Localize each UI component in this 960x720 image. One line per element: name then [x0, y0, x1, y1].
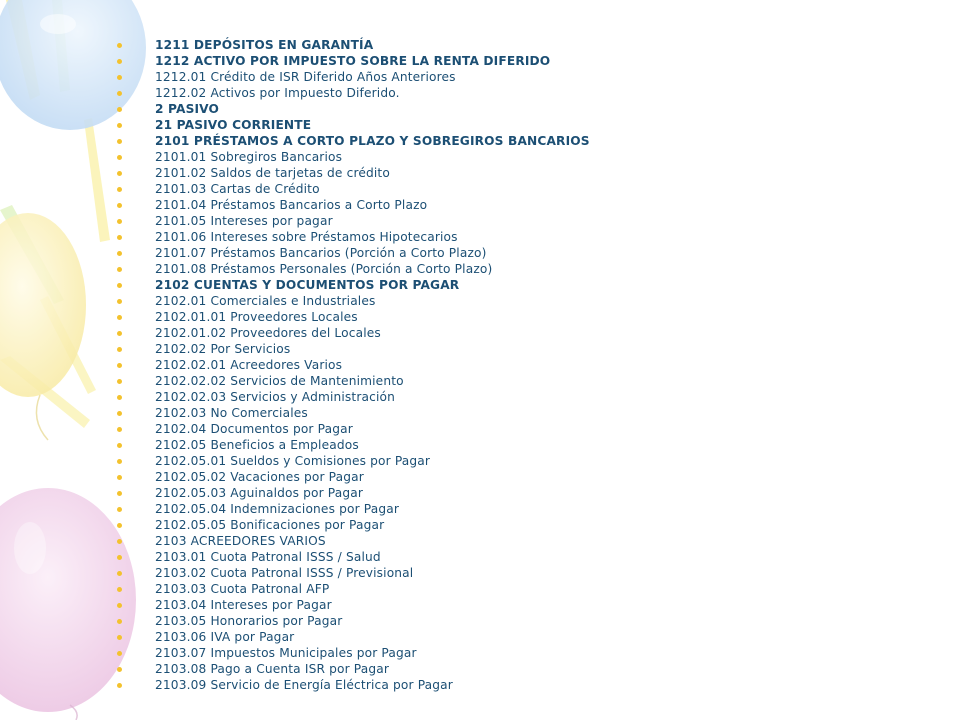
bullet-icon [117, 363, 122, 368]
list-item-text: 1212 ACTIVO POR IMPUESTO SOBRE LA RENTA DIFERIDO [155, 54, 551, 68]
bullet-icon [117, 139, 122, 144]
list-item-text: 1211 DEPÓSITOS EN GARANTÍA [155, 38, 374, 52]
bullet-icon [117, 427, 122, 432]
list-item-text: 2102.05.05 Bonificaciones por Pagar [155, 518, 385, 532]
bullet-icon [117, 123, 122, 128]
list-item [117, 645, 590, 661]
bullet-icon [117, 475, 122, 480]
list-item [117, 245, 590, 261]
list-item-text: 2102.02.01 Acreedores Varios [155, 358, 343, 372]
bullet-icon [117, 235, 122, 240]
list-item-text: 2102.03 No Comerciales [155, 406, 308, 420]
bullet-icon [117, 347, 122, 352]
bullet-icon [117, 331, 122, 336]
list-item [117, 501, 590, 517]
bullet-icon [117, 219, 122, 224]
bullet-icon [117, 443, 122, 448]
bullet-icon [117, 251, 122, 256]
bullet-icon [117, 587, 122, 592]
list-item-text: 2103.09 Servicio de Energía Eléctrica por Pagar [155, 678, 453, 692]
list-item-text: 2102.02.03 Servicios y Administración [155, 390, 396, 404]
list-item [117, 85, 590, 101]
list-item [117, 197, 590, 213]
list-item [117, 341, 590, 357]
bullet-icon [117, 667, 122, 672]
list-item [117, 293, 590, 309]
bullet-icon [117, 379, 122, 384]
list-item-text: 21 PASIVO CORRIENTE [155, 118, 312, 132]
list-item-text: 2103.08 Pago a Cuenta ISR por Pagar [155, 662, 390, 676]
list-item [117, 213, 590, 229]
list-item-text: 2103.06 IVA por Pagar [155, 630, 295, 644]
list-item-text: 2103 ACREEDORES VARIOS [155, 534, 326, 548]
bullet-icon [117, 91, 122, 96]
bullet-icon [117, 651, 122, 656]
list-item-text: 2101 PRÉSTAMOS A CORTO PLAZO Y SOBREGIROS BANCARIOS [155, 134, 590, 148]
list-item-text: 2102.05.02 Vacaciones por Pagar [155, 470, 364, 484]
list-item-text: 2103.01 Cuota Patronal ISSS / Salud [155, 550, 381, 564]
list-item-text: 1212.02 Activos por Impuesto Diferido. [155, 86, 400, 100]
list-item [117, 325, 590, 341]
list-item-text: 2102.02 Por Servicios [155, 342, 291, 356]
list-item [117, 677, 590, 693]
list-item [117, 437, 590, 453]
list-item [117, 309, 590, 325]
bullet-icon [117, 635, 122, 640]
bullet-icon [117, 683, 122, 688]
list-item-text: 2101.08 Préstamos Personales (Porción a Corto Plazo) [155, 262, 493, 276]
list-item [117, 149, 590, 165]
bullet-icon [117, 507, 122, 512]
list-item [117, 229, 590, 245]
list-item [117, 453, 590, 469]
list-item [117, 261, 590, 277]
bullet-icon [117, 187, 122, 192]
list-item-text: 2102.05 Beneficios a Empleados [155, 438, 359, 452]
list-item-text: 2102.01.01 Proveedores Locales [155, 310, 358, 324]
list-item [117, 101, 590, 117]
list-item [117, 53, 590, 69]
list-item-text: 2101.06 Intereses sobre Préstamos Hipotecarios [155, 230, 458, 244]
list-item-text: 2103.04 Intereses por Pagar [155, 598, 332, 612]
list-item-text: 2101.04 Préstamos Bancarios a Corto Plazo [155, 198, 428, 212]
list-item-text: 2101.03 Cartas de Crédito [155, 182, 320, 196]
list-item-text: 1212.01 Crédito de ISR Diferido Años Anteriores [155, 70, 456, 84]
list-item-text: 2103.02 Cuota Patronal ISSS / Previsional [155, 566, 414, 580]
list-item-text: 2102.02.02 Servicios de Mantenimiento [155, 374, 404, 388]
list-item-text: 2101.02 Saldos de tarjetas de crédito [155, 166, 390, 180]
bullet-icon [117, 459, 122, 464]
list-item [117, 485, 590, 501]
list-item [117, 373, 590, 389]
list-item [117, 613, 590, 629]
list-item-text: 2102.05.01 Sueldos y Comisiones por Pagar [155, 454, 431, 468]
list-item [117, 117, 590, 133]
bullet-icon [117, 75, 122, 80]
bullet-icon [117, 411, 122, 416]
bullet-icon [117, 155, 122, 160]
list-item-text: 2103.05 Honorarios por Pagar [155, 614, 343, 628]
list-item [117, 133, 590, 149]
list-item-text: 2101.07 Préstamos Bancarios (Porción a Corto Plazo) [155, 246, 487, 260]
list-item [117, 69, 590, 85]
list-item-text: 2102.01.02 Proveedores del Locales [155, 326, 381, 340]
list-item-text: 2102.04 Documentos por Pagar [155, 422, 353, 436]
bullet-icon [117, 571, 122, 576]
bullet-icon [117, 523, 122, 528]
bullet-icon [117, 107, 122, 112]
bullet-icon [117, 315, 122, 320]
list-item-text: 2101.01 Sobregiros Bancarios [155, 150, 343, 164]
account-list [117, 37, 590, 693]
list-item [117, 37, 590, 53]
bullet-icon [117, 43, 122, 48]
list-item [117, 629, 590, 645]
list-item-text: 2103.07 Impuestos Municipales por Pagar [155, 646, 417, 660]
bullet-icon [117, 59, 122, 64]
list-item [117, 469, 590, 485]
bullet-icon [117, 395, 122, 400]
list-item [117, 661, 590, 677]
bullet-icon [117, 539, 122, 544]
list-item [117, 597, 590, 613]
list-item [117, 565, 590, 581]
bullet-icon [117, 603, 122, 608]
bullet-icon [117, 171, 122, 176]
bullet-icon [117, 619, 122, 624]
list-item [117, 581, 590, 597]
list-item-text: 2 PASIVO [155, 102, 220, 116]
bullet-icon [117, 555, 122, 560]
list-item [117, 517, 590, 533]
list-item [117, 405, 590, 421]
list-item-text: 2102.05.03 Aguinaldos por Pagar [155, 486, 364, 500]
list-item [117, 277, 590, 293]
list-item [117, 533, 590, 549]
bullet-icon [117, 299, 122, 304]
list-item-text: 2102 CUENTAS Y DOCUMENTOS POR PAGAR [155, 278, 460, 292]
list-item [117, 421, 590, 437]
list-item-text: 2102.05.04 Indemnizaciones por Pagar [155, 502, 400, 516]
list-item [117, 357, 590, 373]
bullet-icon [117, 491, 122, 496]
list-item [117, 389, 590, 405]
list-item-text: 2101.05 Intereses por pagar [155, 214, 333, 228]
bullet-icon [117, 267, 122, 272]
list-item [117, 549, 590, 565]
list-item-text: 2102.01 Comerciales e Industriales [155, 294, 376, 308]
bullet-icon [117, 203, 122, 208]
list-item-text: 2103.03 Cuota Patronal AFP [155, 582, 330, 596]
bullet-icon [117, 283, 122, 288]
list-item [117, 165, 590, 181]
list-item [117, 181, 590, 197]
